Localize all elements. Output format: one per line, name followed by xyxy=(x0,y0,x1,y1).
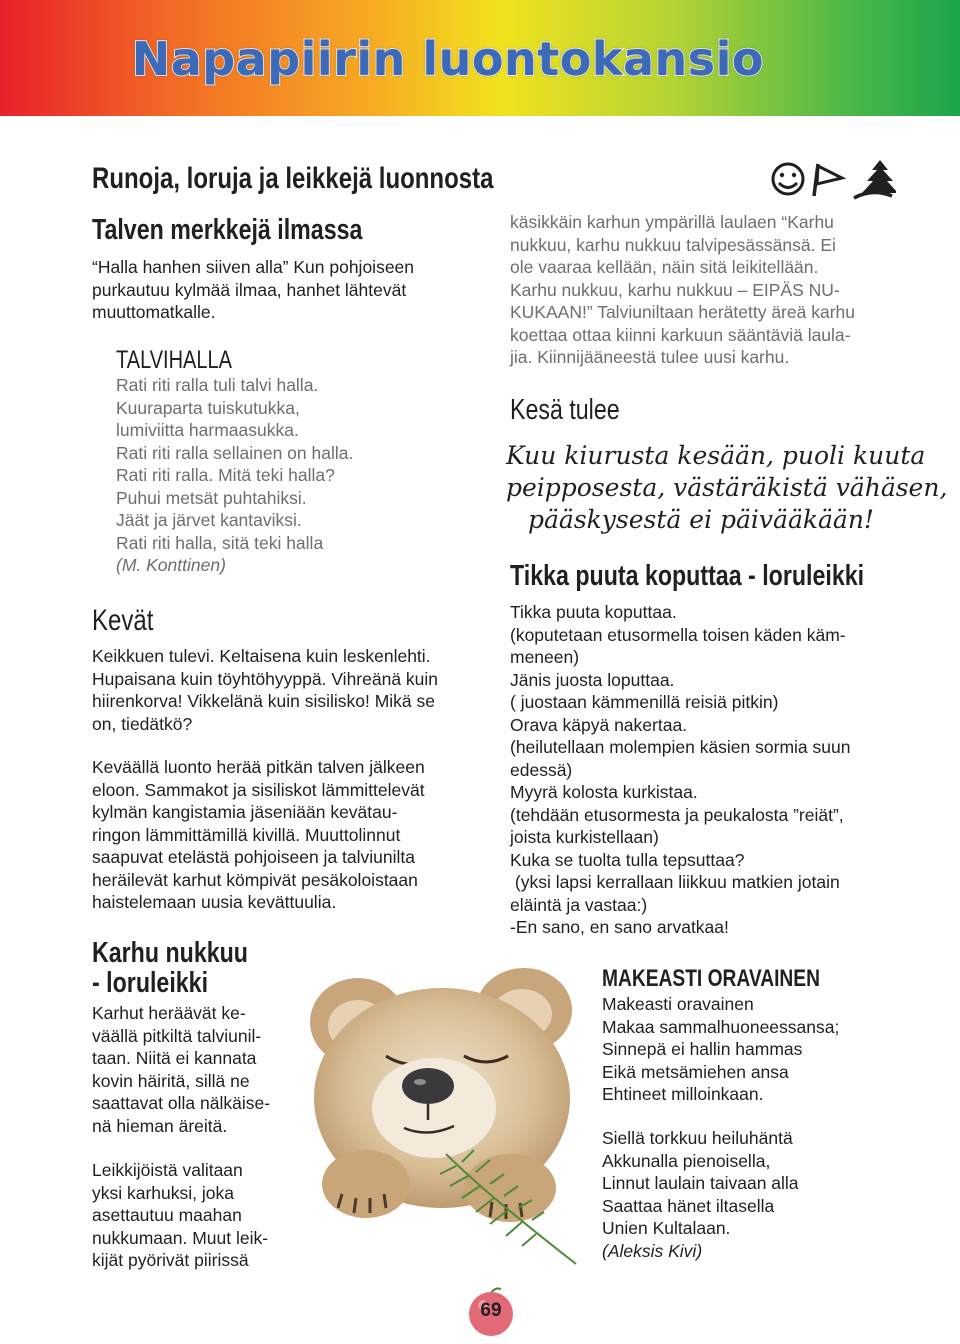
makeasti-stanza1: Makeasti oravainen Makaa sammalhuoneessansa; Sinnepä ei hallin hammas Eikä metsämiehen ansa Ehtineet milloinkaan. xyxy=(602,994,840,1104)
talvihalla-title: TALVIHALLA xyxy=(116,346,232,374)
flag-icon xyxy=(814,164,842,196)
bear-illustration xyxy=(296,958,596,1274)
page-number: 69 xyxy=(480,1300,502,1321)
page-title: Napapiirin luontokansio xyxy=(131,32,764,86)
tikka-rhyme: Tikka puuta koputtaa. (koputetaan etusormella toisen käden käm- meneen) Jänis juosta loputtaa. ( juostaan kämmenillä reisiä pitkin) Orava käpyä nakertaa. (heilutellaan molempien käsien sormia suun edessä) Myyrä kolosta kurkistaa. (tehdään etusormesta ja peukalosta ”reiät”, joista kurkistellaan) Kuka se tuolta tulla tepsuttaa? (yksi lapsi kerrallaan liikkuu matkien jotain eläintä ja vastaa:) -En sano, en sano arvatkaa! xyxy=(510,602,851,937)
activity-icons xyxy=(768,158,896,200)
talven-title: Talven merkkejä ilmassa xyxy=(92,214,363,246)
talvihalla-author: (M. Konttinen) xyxy=(116,555,226,575)
makeasti-author: (Aleksis Kivi) xyxy=(602,1240,703,1261)
karhu-continued: käsikkäin karhun ympärillä laulaen “Karhu nukkuu, karhu nukkuu talvipesässänsä. Ei ole vaaraa kellään, näin sitä leikitellään. Karhu nukkuu, karhu nukkuu – EIPÄS NU- KUKAAN!” Talviuniltaan herätetty äreä karhu koettaa ottaa kiinni karkuun sääntäviä laula- jia. Kiinnijääneestä tulee uusi karhu. xyxy=(510,212,855,367)
page-header xyxy=(0,0,960,116)
page-number-badge xyxy=(467,1287,515,1337)
talven-intro: “Halla hanhen siiven alla” Kun pohjoiseen purkautuu kylmää ilmaa, hanhet lähtevät muuttomatkalle. xyxy=(92,257,415,322)
kevat-title: Kevät xyxy=(92,604,154,637)
section-title: Runoja, loruja ja leikkejä luonnosta xyxy=(92,162,494,195)
karhu-para2: Leikkijöistä valitaan yksi karhuksi, joka asettautuu maahan nukkumaan. Muut leik- kijät pyörivät piirissä xyxy=(92,1160,269,1270)
smiley-icon xyxy=(773,164,803,194)
karhu-title: Karhu nukkuu - loruleikki xyxy=(92,937,248,999)
makeasti-title: MAKEASTI ORAVAINEN xyxy=(602,965,820,992)
tree-path-icon xyxy=(854,160,896,198)
talvihalla-poem: Rati riti ralla tuli talvi halla. Kuuraparta tuiskutukka, lumiviitta harmaasukka. Rati riti ralla sellainen on halla. Rati riti ralla. Mitä teki halla? Puhui metsät puhtahiksi. Jäät ja järvet kantaviksi. Rati riti halla, sitä teki halla (M. Konttinen) xyxy=(116,375,354,575)
kesa-title: Kesä tulee xyxy=(510,394,620,426)
makeasti-stanza2: Siellä torkkuu heiluhäntä Akkunalla pienoisella, Linnut laulain taivaan alla Saattaa hänet iltasella Unien Kultalaan. (Aleksis Kivi) xyxy=(602,1128,799,1261)
tikka-title: Tikka puuta koputtaa - loruleikki xyxy=(510,560,865,592)
kevat-paragraph: Keväällä luonto herää pitkän talven jälkeen eloon. Sammakot ja sisiliskot lämmittelevät kylmän kangistamia jäseniään kevätau- ringon lämmittämillä kivillä. Muuttolinnut saapuvat etelästä pohjoiseen ja talviunilta heräilevät karhut kömpivät pesäkoloistaan haistelemaan uusia kevättuulia. xyxy=(92,757,425,912)
karhu-para1: Karhut heräävät ke- väällä pitkiltä talviunil- taan. Niitä ei kannata kovin häiritä, sillä ne saattavat olla nälkäise- nä hieman äreitä. xyxy=(92,1003,271,1136)
kevat-riddle: Keikkuen tulevi. Keltaisena kuin leskenlehti. Hupaisana kuin töyhtöhyyppä. Vihreänä kuin hiirenkorva! Vikkelänä kuin sisilisko! Mikä se on, tiedätkö? xyxy=(92,646,439,734)
kesa-verse: Kuu kiurusta kesään, puoli kuuta peipposesta, västäräkistä vähäsen, pääskysestä ei päivääkään! xyxy=(506,441,948,534)
